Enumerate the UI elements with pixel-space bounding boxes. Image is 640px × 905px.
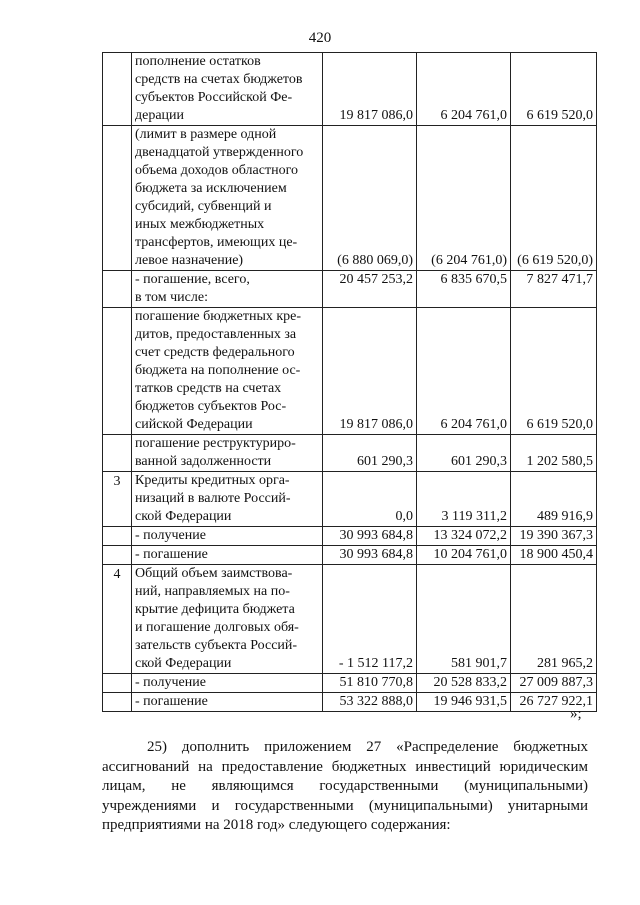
value-2017-text: (6 880 069,0): [337, 253, 413, 268]
row-number: [103, 53, 132, 126]
value-2019-text: 27 009 887,3: [519, 675, 593, 690]
table-row: [103, 674, 597, 693]
value-2018: [417, 674, 511, 693]
table-row: [103, 527, 597, 546]
value-2018: [417, 435, 511, 472]
table-row: [103, 693, 597, 712]
amendment-paragraph: 25) дополнить приложением 27 «Распределение бюджетных ассигнований на предоставление бюджетных инвестиций юридическим лицам, не являющимся государственными (муниципальными) учреждениями и государственными (муниципальными) унитарными предприятиями на 2018 год» следующего содержания:: [102, 739, 588, 834]
value-2019: [511, 53, 597, 126]
budget-table: [102, 52, 597, 712]
row-number: [103, 674, 132, 693]
value-2018-text: 6 835 670,5: [440, 272, 507, 287]
value-2019-text: 7 827 471,7: [526, 272, 593, 287]
value-2019-text: 1 202 580,5: [526, 454, 593, 469]
value-2017-text: 20 457 253,2: [339, 272, 413, 287]
value-2017: [323, 472, 417, 527]
value-2017: [323, 53, 417, 126]
value-2019-text: 18 900 450,4: [519, 547, 593, 562]
value-2019-text: 6 619 520,0: [526, 108, 593, 123]
value-2018-text: (6 204 761,0): [431, 253, 507, 268]
row-number: [103, 126, 132, 271]
value-2017: [323, 693, 417, 712]
value-2019-text: 26 727 922,1: [519, 694, 593, 709]
value-2017: [323, 308, 417, 435]
row-label-text: - получение: [135, 675, 206, 690]
row-label: [132, 308, 323, 435]
value-2019-text: 19 390 367,3: [519, 528, 593, 543]
value-2017-text: 0,0: [395, 509, 413, 524]
row-number: [103, 693, 132, 712]
value-2018: [417, 565, 511, 674]
value-2018-text: 10 204 761,0: [433, 547, 507, 562]
value-2019: [511, 527, 597, 546]
value-2018: [417, 693, 511, 712]
row-label-text: Кредиты кредитных орга- низаций в валюте Россий- ской Федерации: [135, 473, 291, 524]
value-2017-text: 51 810 770,8: [339, 675, 413, 690]
row-label: [132, 693, 323, 712]
row-label-text: - погашение, всего, в том числе:: [135, 272, 250, 305]
value-2017-text: 19 817 086,0: [339, 108, 413, 123]
value-2018: [417, 546, 511, 565]
row-label-text: - получение: [135, 528, 206, 543]
value-2019: [511, 435, 597, 472]
value-2017: [323, 126, 417, 271]
row-label-text: погашение реструктуриро- ванной задолженности: [135, 436, 296, 469]
value-2017: [323, 435, 417, 472]
value-2018: [417, 308, 511, 435]
row-label: [132, 435, 323, 472]
row-label-text: Общий объем заимствова- ний, направляемых на по- крытие дефицита бюджета и погашение долговых обя- зательств субъекта Россий- ской Федерации: [135, 566, 299, 671]
value-2019-text: 489 916,9: [537, 509, 593, 524]
row-label-text: (лимит в размере одной двенадцатой утвержденного объема доходов областного бюджета за исключением субсидий, субвенций и иных межбюджетных трансфертов, имеющих це- левое назначение): [135, 127, 304, 268]
table-row: [103, 308, 597, 435]
value-2017-text: 30 993 684,8: [339, 528, 413, 543]
value-2019: [511, 271, 597, 308]
value-2018-text: 19 946 931,5: [433, 694, 507, 709]
value-2019: [511, 546, 597, 565]
row-number: [103, 435, 132, 472]
value-2018-text: 581 901,7: [451, 656, 507, 671]
row-label: [132, 472, 323, 527]
value-2018: [417, 53, 511, 126]
value-2019: [511, 126, 597, 271]
value-2018: [417, 527, 511, 546]
row-label: [132, 271, 323, 308]
value-2017: [323, 546, 417, 565]
closing-quote: »;: [570, 706, 582, 722]
row-number: [103, 527, 132, 546]
row-label: [132, 53, 323, 126]
row-number-text: 4: [113, 567, 121, 582]
value-2019: [511, 693, 597, 712]
table-row: [103, 126, 597, 271]
value-2017-text: 19 817 086,0: [339, 417, 413, 432]
row-number: [103, 308, 132, 435]
row-number: [103, 546, 132, 565]
value-2018: [417, 472, 511, 527]
row-label-text: пополнение остатков средств на счетах бюджетов субъектов Российской Фе- дерации: [135, 54, 303, 123]
value-2017-text: - 1 512 117,2: [338, 656, 413, 671]
row-label: [132, 126, 323, 271]
row-number: [103, 472, 132, 527]
row-label: [132, 546, 323, 565]
value-2018-text: 3 119 311,2: [441, 509, 507, 524]
value-2019: [511, 674, 597, 693]
row-label-text: - погашение: [135, 547, 208, 562]
row-label-text: погашение бюджетных кре- дитов, предоставленных за счет средств федерального бюджета на пополнение ос- татков средств на счетах бюджетов субъектов Рос- сийской Федерации: [135, 309, 302, 432]
row-label: [132, 527, 323, 546]
row-number: [103, 565, 132, 674]
table-row: [103, 546, 597, 565]
value-2017: [323, 674, 417, 693]
value-2017: [323, 565, 417, 674]
value-2018-text: 20 528 833,2: [433, 675, 507, 690]
row-label: [132, 565, 323, 674]
value-2018-text: 6 204 761,0: [440, 108, 507, 123]
value-2018: [417, 271, 511, 308]
value-2018-text: 13 324 072,2: [433, 528, 507, 543]
value-2017: [323, 271, 417, 308]
row-label: [132, 674, 323, 693]
value-2019-text: 281 965,2: [537, 656, 593, 671]
value-2019-text: (6 619 520,0): [517, 253, 593, 268]
value-2019-text: 6 619 520,0: [526, 417, 593, 432]
table-row: [103, 271, 597, 308]
value-2019: [511, 472, 597, 527]
table-row: [103, 565, 597, 674]
value-2017: [323, 527, 417, 546]
value-2019: [511, 308, 597, 435]
value-2017-text: 53 322 888,0: [339, 694, 413, 709]
value-2019: [511, 565, 597, 674]
table-row: [103, 472, 597, 527]
row-number: [103, 271, 132, 308]
value-2018: [417, 126, 511, 271]
table-row: [103, 53, 597, 126]
page-number: 420: [308, 30, 332, 46]
value-2018-text: 601 290,3: [451, 454, 507, 469]
value-2017-text: 601 290,3: [357, 454, 413, 469]
value-2018-text: 6 204 761,0: [440, 417, 507, 432]
row-number-text: 3: [113, 474, 121, 489]
table-row: [103, 435, 597, 472]
row-label-text: - погашение: [135, 694, 208, 709]
value-2017-text: 30 993 684,8: [339, 547, 413, 562]
